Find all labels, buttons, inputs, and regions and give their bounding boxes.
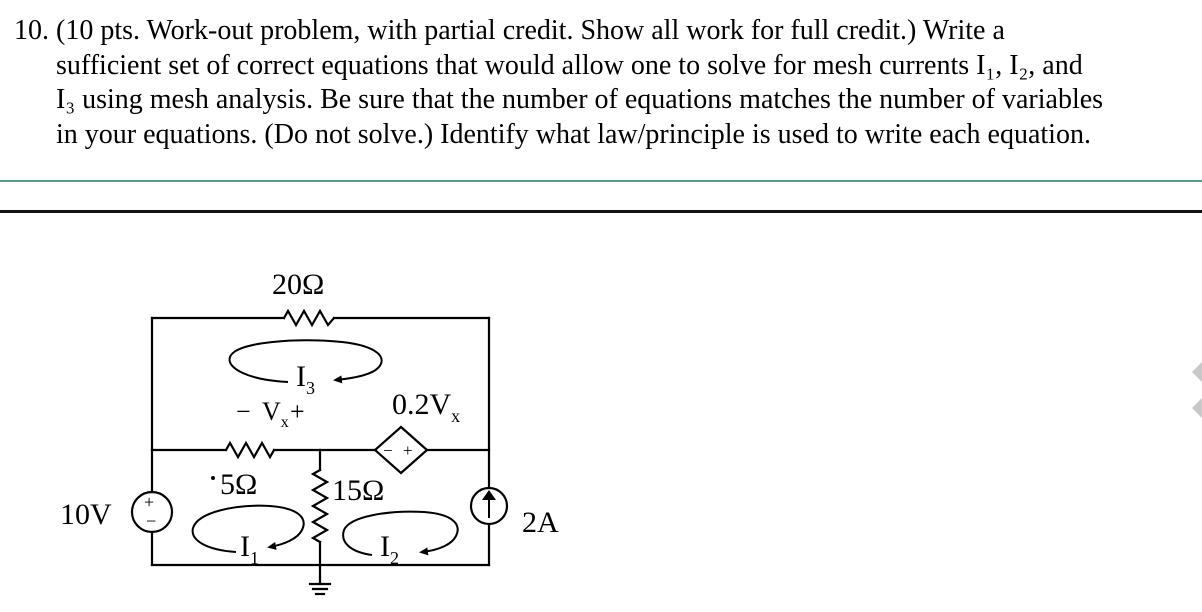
mesh2-i: I [380,530,390,563]
mesh1-sub: 1 [250,548,259,568]
vx-sub: x [280,414,289,431]
mesh3-sub: 3 [306,378,315,398]
vx-minus: − [236,397,251,426]
dep-source-plus: + [403,441,413,460]
mesh3-i: I [296,360,306,393]
edge-arrow-down-icon [1192,398,1202,418]
mesh3-label [296,360,315,398]
vx-plus: + [290,397,305,426]
problem-line-3: I₃ using mesh analysis. Be sure that the number of equations matches the number of variables [56,84,1104,115]
dep-source-minus: − [383,441,393,460]
r-top-label: 20Ω [272,268,325,301]
vx-v: V [262,397,281,426]
vsource-plus: + [144,492,155,512]
mesh2-sub: 2 [390,548,399,568]
resistor-20-zigzag [284,311,334,325]
vx-dot [211,476,215,480]
r-15-label: 15Ω [332,474,385,507]
vsource-minus: − [146,511,157,531]
mesh2-arrow [343,512,458,555]
mesh1-label [240,530,259,568]
isource-label: 2A [522,506,559,539]
mesh2-label [380,530,399,568]
problem-line-2: sufficient set of correct equations that would allow one to solve for mesh currents I₁, I₂, and [56,49,1083,81]
vx-label [262,397,289,431]
problem-line-4: in your equations. (Do not solve.) Identify what law/principle is used to write each equation. [56,118,1091,150]
r-mid-label: 5Ω [220,468,258,501]
edge-arrow-up-icon [1192,362,1202,382]
dep-source-label [392,388,460,426]
mesh1-i: I [240,530,250,563]
dep-source-value: 0.2V [392,388,452,421]
dep-source-sub: x [451,406,461,426]
resistor-5-zigzag [226,443,274,457]
problem-line-1: 10. (10 pts. Work-out problem, with partial credit. Show all work for full credit.) Write a [14,15,1005,46]
vsource-label: 10V [60,498,112,531]
resistor-15-zigzag [313,470,327,542]
